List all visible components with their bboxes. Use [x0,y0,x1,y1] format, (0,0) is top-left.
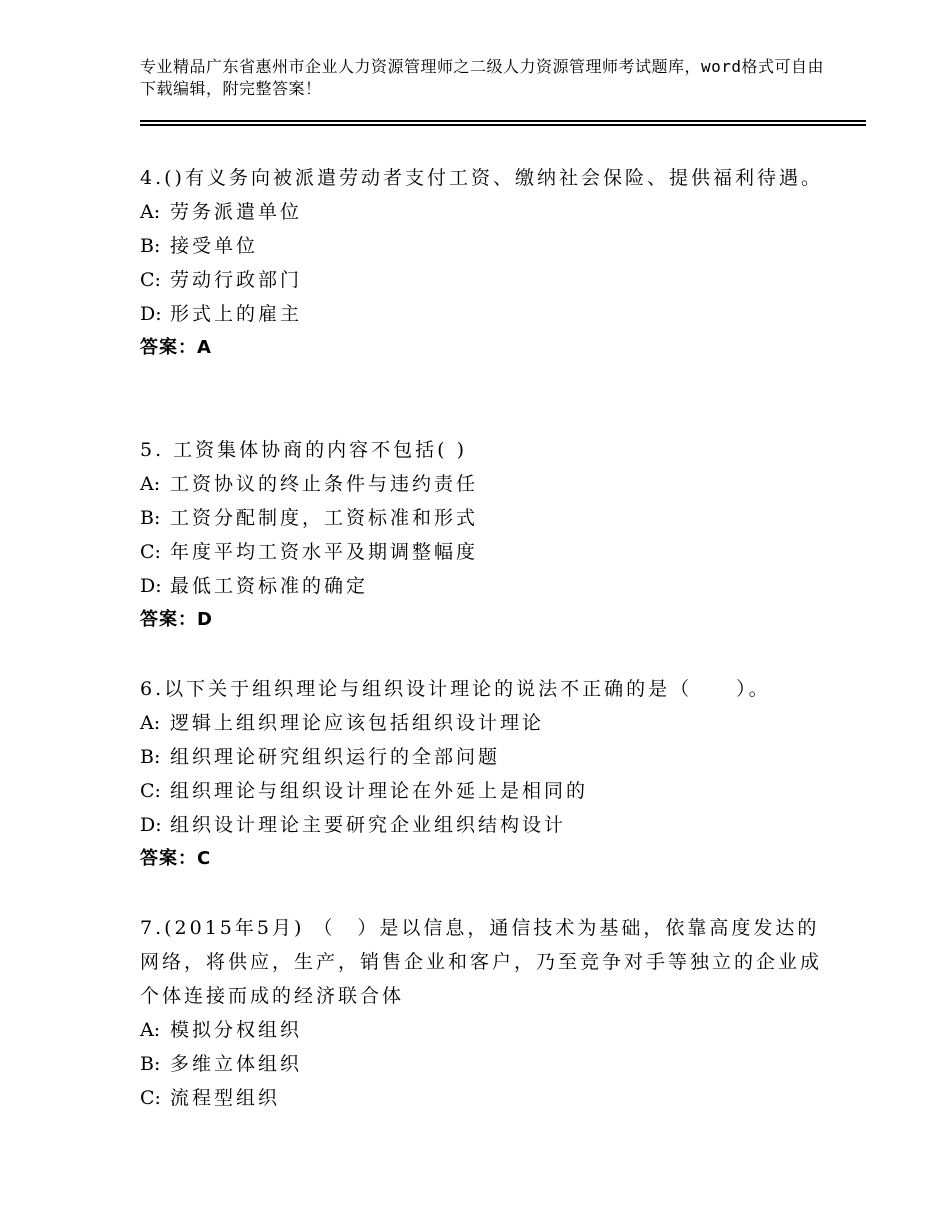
option-a [140,195,840,229]
question-stem: 6.以下关于组织理论与组织设计理论的说法不正确的是（ ）。 [140,678,771,700]
option-letter: A: [140,712,161,734]
option-a [140,467,840,501]
option-c [140,1081,840,1115]
option-letter: D: [140,814,162,836]
option-c [140,535,840,569]
option-text: 工资协议的终止条件与违约责任 [170,473,479,495]
option-letter: A: [140,1019,161,1041]
option-letter: B: [140,235,161,257]
question-5 [140,433,840,637]
question-4 [140,161,840,365]
option-letter: D: [140,575,162,597]
option-text: 劳务派遣单位 [170,201,303,223]
option-letter: B: [140,1053,161,1075]
option-letter: A: [140,201,161,223]
question-stem: 4.()有义务向被派遣劳动者支付工资、缴纳社会保险、提供福利待遇。 [140,167,823,189]
option-letter: B: [140,746,161,768]
answer-line: 答案：A [140,337,212,358]
option-letter: C: [140,541,161,563]
option-text: 组织理论与组织设计理论在外延上是相同的 [170,780,589,802]
question-6 [140,672,840,876]
option-d [140,297,840,331]
option-letter: C: [140,1087,161,1109]
option-text: 工资分配制度，工资标准和形式 [170,507,479,529]
option-letter: C: [140,269,161,291]
option-d [140,808,840,842]
option-text: 最低工资标准的确定 [170,575,369,597]
option-c [140,263,840,297]
option-letter: B: [140,507,161,529]
question-stem: 7.(2015年5月) （ ）是以信息，通信技术为基础，依靠高度发达的网络，将供应，生产，销售企业和客户，乃至竞争对手等独立的企业成个体连接而成的经济联合体 [140,917,823,1007]
option-text: 模拟分权组织 [170,1019,303,1041]
option-c [140,774,840,808]
option-a [140,706,840,740]
option-d [140,569,840,603]
option-text: 年度平均工资水平及期调整幅度 [170,541,479,563]
option-text: 形式上的雇主 [170,303,303,325]
answer-line: 答案：C [140,848,212,869]
option-letter: C: [140,780,161,802]
option-b [140,501,840,535]
option-a [140,1013,840,1047]
question-7 [140,911,840,1115]
option-b [140,229,840,263]
question-stem: 5. 工资集体协商的内容不包括( ) [140,439,468,461]
option-text: 劳动行政部门 [170,269,303,291]
document-header [140,56,830,100]
option-text: 多维立体组织 [170,1053,303,1075]
answer-line: 答案：D [140,609,213,630]
option-text: 组织设计理论主要研究企业组织结构设计 [170,814,567,836]
option-text: 组织理论研究组织运行的全部问题 [170,746,501,768]
option-text: 接受单位 [170,235,259,257]
option-b [140,740,840,774]
option-letter: A: [140,473,161,495]
header-divider [140,120,866,127]
option-text: 逻辑上组织理论应该包括组织设计理论 [170,712,545,734]
option-text: 流程型组织 [170,1087,281,1109]
option-letter: D: [140,303,162,325]
header-title: 专业精品广东省惠州市企业人力资源管理师之二级人力资源管理师考试题库，word格式可自由下载编辑，附完整答案！ [140,57,825,98]
header-divider-line-bottom [140,124,866,126]
option-b [140,1047,840,1081]
header-divider-line-top [140,120,866,122]
